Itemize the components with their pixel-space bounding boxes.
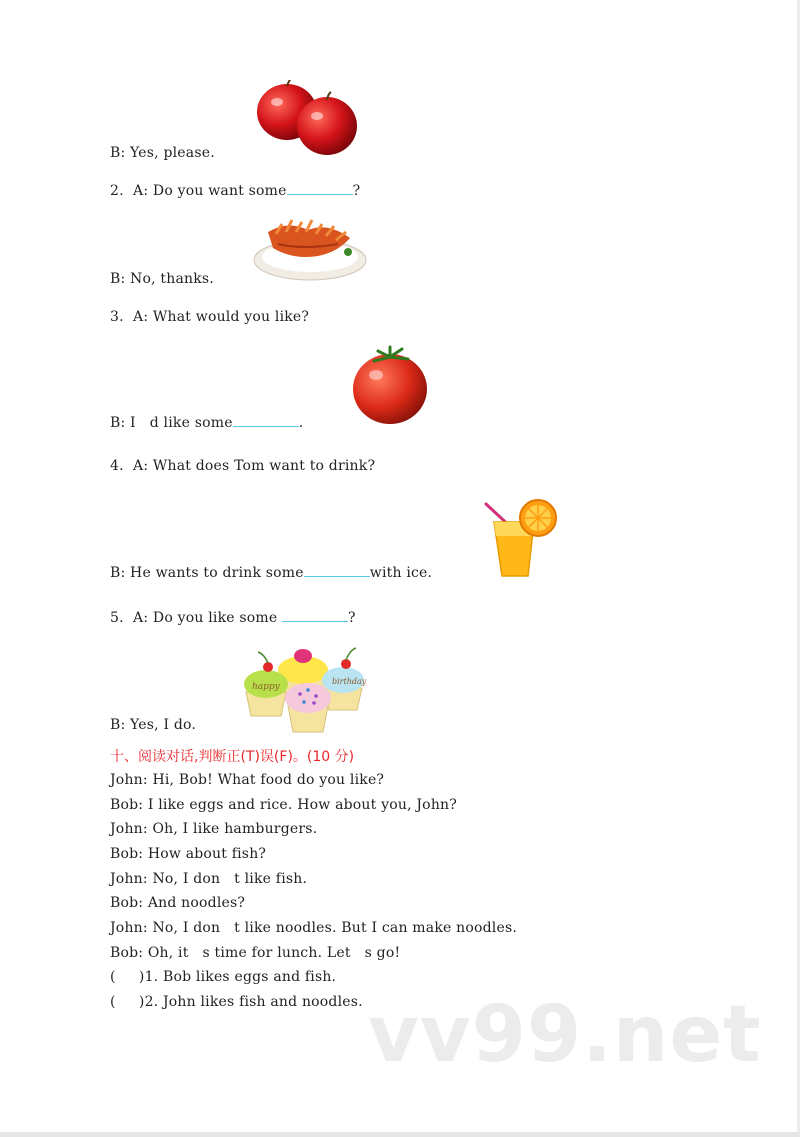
q5-question-end: ? [348,610,356,626]
cupcake-birthday-text: birthday [332,677,367,686]
q4-answer-end: with ice. [369,565,433,581]
q3-question: 3. A: What would you like? [110,309,310,325]
q2-answer: B: No, thanks. [110,271,214,287]
q5-answer: B: Yes, I do. [110,717,197,733]
judgement-item-1[interactable]: ( )1. Bob likes eggs and fish. [110,969,337,985]
q3-blank[interactable] [233,412,299,427]
watermark: vv99.net [368,990,762,1080]
q4-question: 4. A: What does Tom want to drink? [110,458,376,474]
q5-question-text: 5. A: Do you like some [110,610,283,626]
page-bottom-edge [0,1132,800,1137]
dialogue-line: John: No, I don t like fish. [110,871,308,887]
q3-answer [110,412,303,432]
fried-fish-plate-image [248,212,368,284]
dialogue-line: Bob: And noodles? [110,895,246,911]
dialogue-line: Bob: Oh, it s time for lunch. Let s go! [110,945,401,961]
q2-blank[interactable] [287,180,353,195]
q1-answer: B: Yes, please. [110,145,215,161]
judgement-item-2[interactable]: ( )2. John likes fish and noodles. [110,994,363,1010]
dialogue-line: John: Hi, Bob! What food do you like? [110,772,385,788]
q4-answer [110,562,432,582]
dialogue-line: John: Oh, I like hamburgers. [110,821,318,837]
orange-juice-image [480,496,562,582]
dialogue-line: Bob: I like eggs and rice. How about you, John? [110,797,457,813]
apples-image [255,80,360,160]
q3-answer-text: B: I d like some [110,415,233,431]
cupcake-happy-text: happy [252,682,280,692]
section-10-heading: 十、阅读对话,判断正(T)误(F)。(10 分) [110,749,355,765]
q5-blank[interactable] [282,607,348,622]
q4-answer-text: B: He wants to drink some [110,565,304,581]
q5-question [110,607,356,627]
q4-blank[interactable] [304,562,370,577]
cupcakes-image [242,640,368,734]
tomato-image [350,345,430,427]
q2-question-text: 2. A: Do you want some [110,183,287,199]
q2-question-end: ? [352,183,361,199]
dialogue-line: Bob: How about fish? [110,846,267,862]
dialogue-line: John: No, I don t like noodles. But I can make noodles. [110,920,517,936]
q3-answer-end: . [298,415,304,431]
q2-question [110,180,360,200]
